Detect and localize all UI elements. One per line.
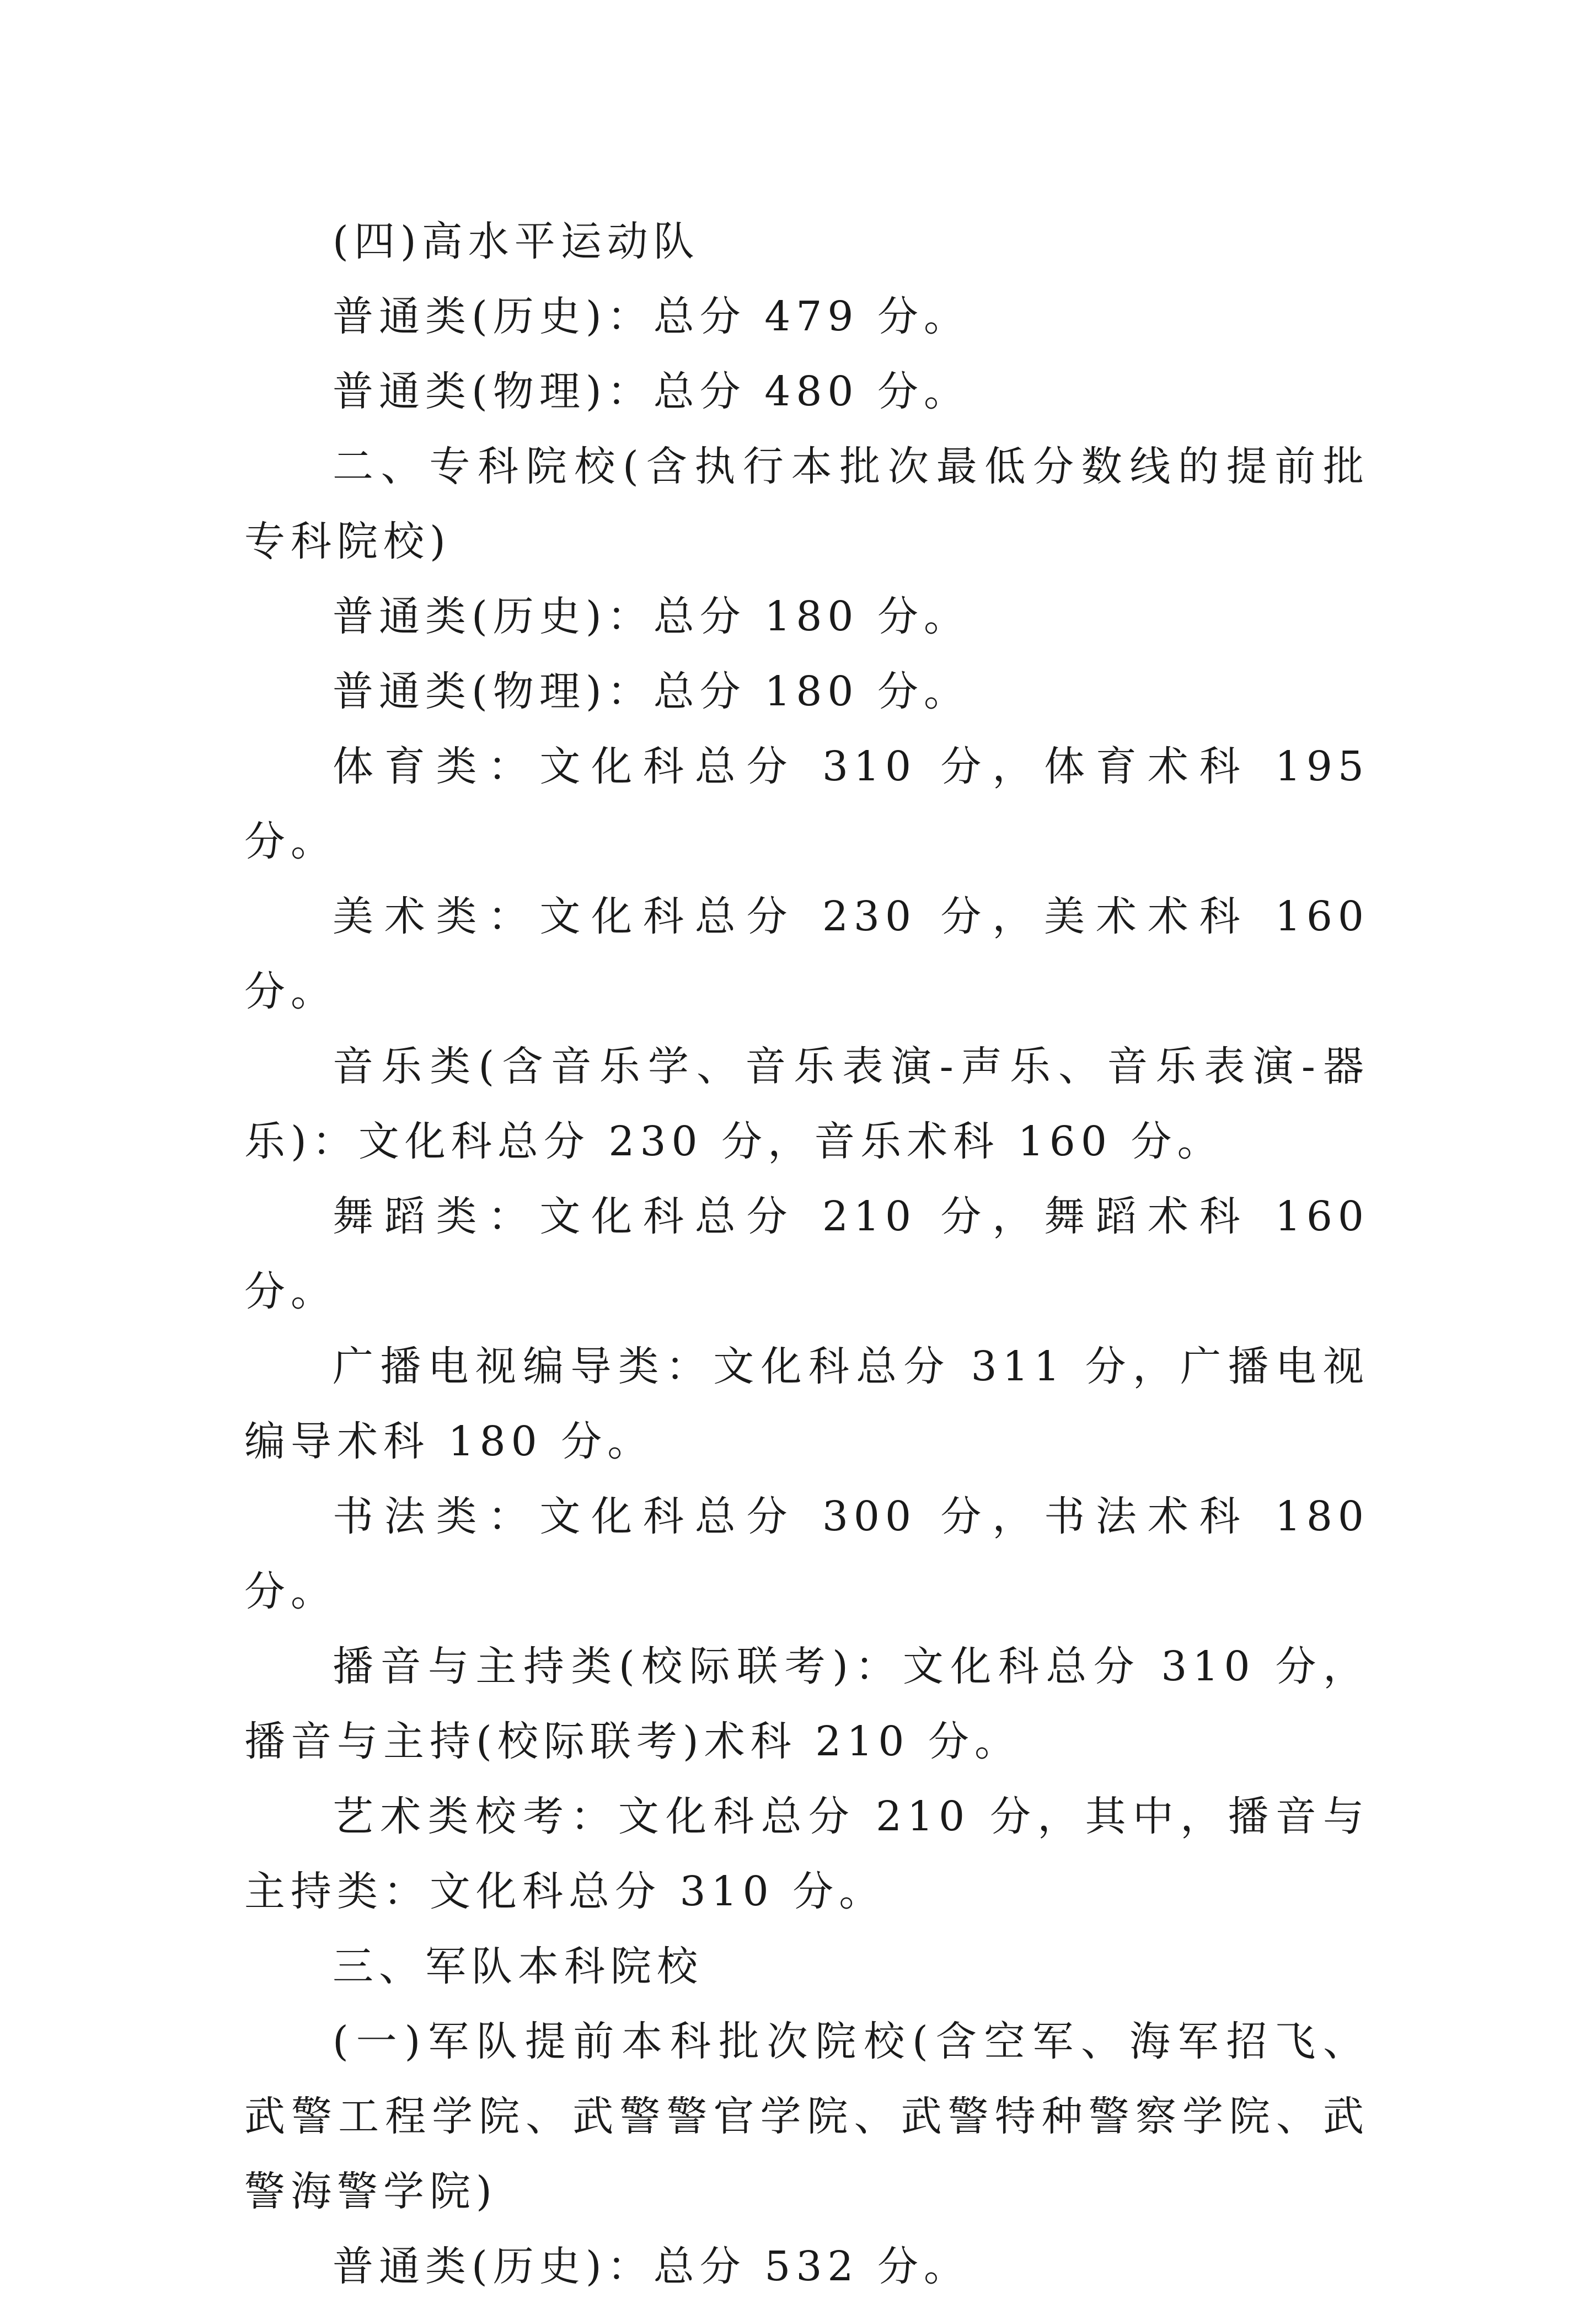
score-line-physics: 普通类(物理)：总分 180 分。 [333, 668, 971, 715]
section-heading-military-colleges: 三、军队本科院校 [333, 1943, 703, 1990]
score-line-physics: 普通类(物理)：总分 480 分。 [333, 368, 971, 415]
section-heading-vocational-colleges: 二、专科院校(含执行本批次最低分数线的提前批专科院校) [244, 443, 1369, 565]
score-line-fine-arts: 美术类：文化科总分 230 分，美术术科 160 分。 [244, 893, 1369, 1015]
score-line-history: 普通类(历史)：总分 532 分。 [333, 2243, 971, 2290]
score-line-calligraphy: 书法类：文化科总分 300 分，书法术科 180 分。 [244, 1493, 1369, 1615]
section-heading-military-early-batch: (一)军队提前本科批次院校(含空军、海军招飞、武警工程学院、武警警官学院、武警特种警察学院、武警海警学院) [244, 2018, 1369, 2215]
score-line-art-school-exam: 艺术类校考：文化科总分 210 分，其中，播音与主持类：文化科总分 310 分。 [244, 1793, 1369, 1915]
score-line-history: 普通类(历史)：总分 180 分。 [333, 593, 971, 640]
score-line-dance: 舞蹈类：文化科总分 210 分，舞蹈术科 160 分。 [244, 1193, 1369, 1315]
score-line-sports: 体育类：文化科总分 310 分，体育术科 195 分。 [244, 743, 1369, 865]
score-line-history: 普通类(历史)：总分 479 分。 [333, 293, 971, 340]
score-line-broadcast-directing: 广播电视编导类：文化科总分 311 分，广播电视编导术科 180 分。 [244, 1343, 1369, 1465]
score-line-music: 音乐类(含音乐学、音乐表演-声乐、音乐表演-器乐)：文化科总分 230 分，音乐术科 160 分。 [244, 1043, 1369, 1165]
score-line-broadcasting-hosting: 播音与主持类(校际联考)：文化科总分 310 分，播音与主持(校际联考)术科 210 分。 [244, 1643, 1369, 1765]
document-body [244, 204, 1369, 2304]
section-heading-high-level-sports-team: (四)高水平运动队 [333, 218, 700, 265]
